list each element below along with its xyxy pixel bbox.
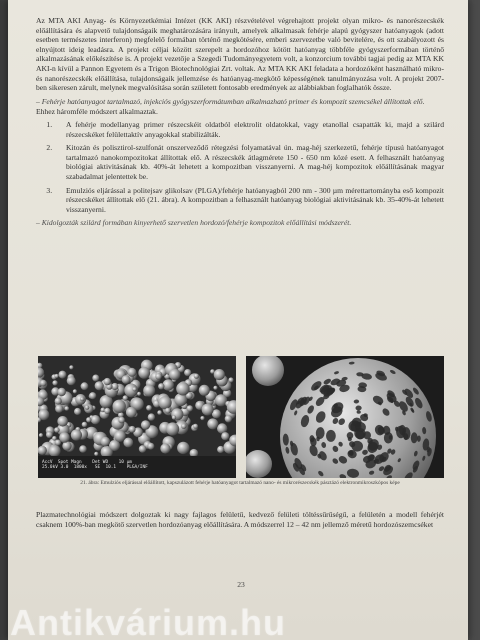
page-number: 23 xyxy=(237,580,245,589)
sem-image-porous-sphere xyxy=(246,356,444,478)
figure-caption: 21. ábra: Emulziós eljárással előállított, kapszulázott fehérje hatóanyagot tartalmazó nano- és mikrorészecskék pásztázó elektronmikroszkópos képe xyxy=(80,480,400,486)
page-body xyxy=(36,16,444,228)
section-title: Fehérje hatóanyagot tartalmazó, injekciós gyógyszerformátumban alkalmazható primer és kompozit szemcsékel állítottak elő. xyxy=(41,96,425,106)
section-dash: – xyxy=(36,96,40,106)
intro-paragraph: Az MTA AKI Anyag- és Környezetkémiai Intézet (KK AKI) részvételével végrehajtott projekt olyan mikro- és nanorészecskék előállítására és alapvető tulajdonságaik meghatározására irányult, amelyek alkalmasak fehérje alapú gyógyszer hatóanyagok (adott esetben természetes interferon) megfelelő formában történő megkötésére, emberi szervezetbe való bevitelére, és ott szabályozott és elnyújtott ideig leadásra. A projekt céljai között szerepelt a hordozóhoz kötött hatóanyag többféle gyógyszerformában történő alkalmazásának előkészítése is. A projekt vezetője a Szegedi Tudományegyetem volt, a konzorcium további tagjai pedig az MTA KK AKI-n kívül a Pannon Egyetem és a Trigon Biotechnológiai Zrt. voltak. Az MTA KK AKI feladata a hordozóként használható mikro- és nanorészecskék előállítása, tulajdonságaik jellemzése és hatóanyag-megkötő képességének tanulmányozása volt. A projekt 2007-ben sikeresen zárult, melynek megvalósítása során született fontosabb eredmények az alábbiakban foglalhatók össze. xyxy=(36,16,444,93)
sem-image-clusters xyxy=(38,356,236,478)
section-heading-2 xyxy=(36,218,444,228)
watermark-text: Antikvárium.hu xyxy=(10,602,287,640)
list-item: 1. A fehérje modellanyag primer részecskéit oldatból elektrolit oldatokkal, vagy etanollal csapatták ki, majd a szilárd részecskéket felülettaktív anyagokkal stabilizálták. xyxy=(54,120,444,139)
watermark xyxy=(0,598,480,640)
figure-block xyxy=(38,356,444,478)
list-item: 3. Emulziós eljárással a politejsav glikolsav (PLGA)/fehérje hatóanyagból 200 nm - 300 µm mérettartományba eső kompozit részecskéket állítottak elő (21. ábra). A kompozitban a felhasznált hatóanyag biológiai aktivitásának kb. 35-40%-át lehetett visszanyerni. xyxy=(54,186,444,215)
methods-list xyxy=(36,120,444,214)
porous-sphere-image xyxy=(246,356,444,478)
sem-info-bar: AccV Spot Magn Det WD 10 µm 25.0kV 3.0 1800x SE 10.1 PLGA/INF xyxy=(42,460,148,470)
methods-intro: Ehhez háromféle módszert alkalmaztak. xyxy=(36,107,158,117)
section-heading-1 xyxy=(36,97,444,107)
list-item: 2. Kitozán és polisztirol-szulfonát onszerveződő rétegzési folyamatával ún. mag-héj szerkezetű, fehérje típusú hatóanyagot tartalmazó nanokompozitokat állítottak elő. A részecskék átlagmérete 150 - 650 nm közé esett. A felhasznált hatóanyag biológiai aktivitásának kb. 40%-át lehetett a kompozitban visszanyerni. A mag-héj kompozitok előállításának magyar szabadalmat jelentettek be. xyxy=(54,143,444,181)
closing-paragraph: Plazmatechnológiai módszert dolgoztak ki nagy fajlagos felületű, kedvező felületi töltéssűrűségű, a felületén a modell fehérjét csaknem 100%-ban megkötő szervetlen hordozóanyag előállítására. A módszerrel 12 – 42 nm jellemző méretű hordozószemcséket xyxy=(36,510,444,530)
section-dash: – xyxy=(36,218,40,228)
section-title: Kidolgozták szilárd formában kinyerhető szervetlen hordozó/fehérje kompozitok előállítási módszerét. xyxy=(41,218,352,228)
